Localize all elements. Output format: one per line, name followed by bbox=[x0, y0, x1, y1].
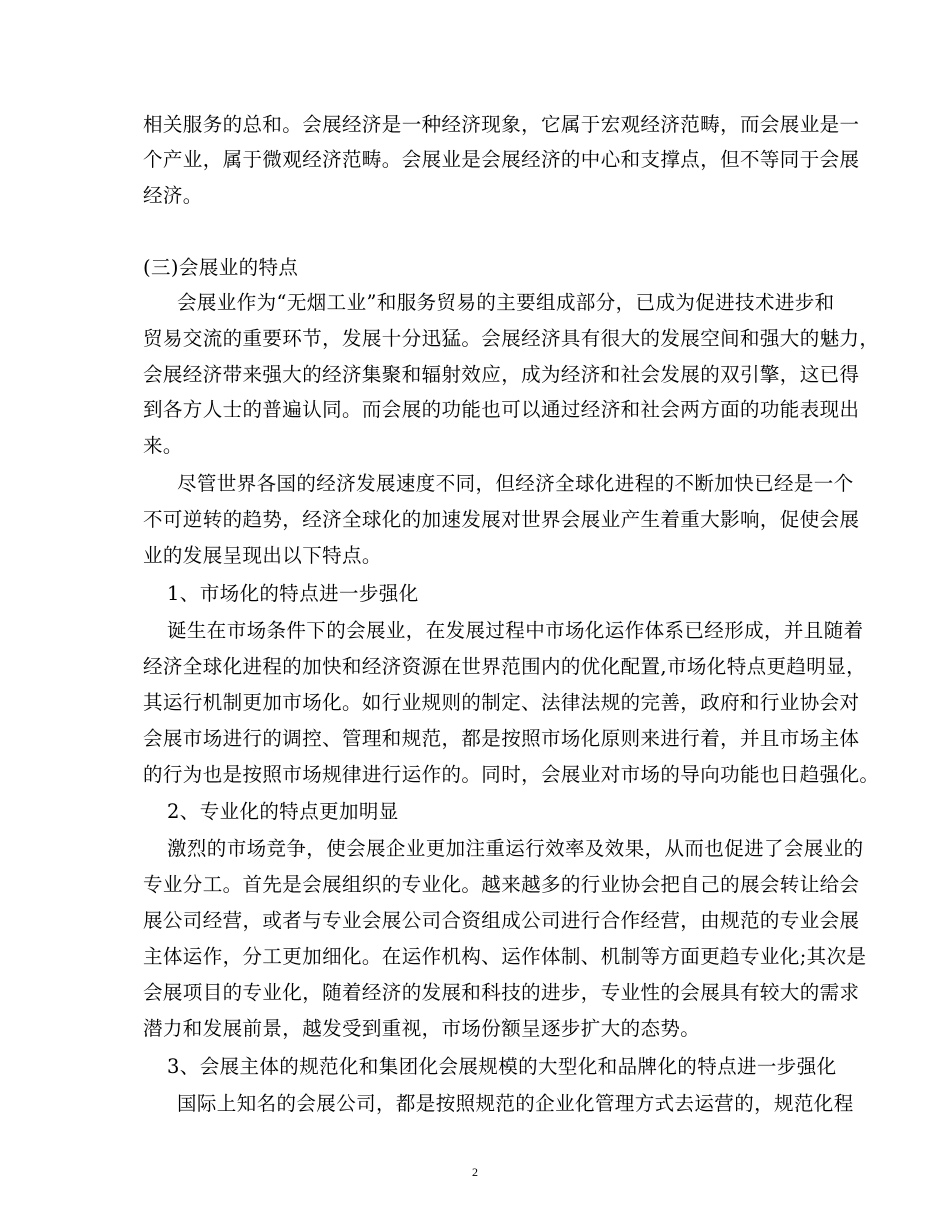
text-line-content: 贸易交流的重要环节，发展十分迅猛。会展经济具有很大的发展空间和强大的魅力， bbox=[143, 327, 880, 350]
text-line bbox=[143, 981, 860, 1005]
text-line-content: 来。 bbox=[143, 434, 183, 457]
text-line-content: (三)会展业的特点 bbox=[143, 256, 299, 279]
text-line-content: 会展项目的专业化，随着经济的发展和科技的进步，专业性的会展具有较大的需求 bbox=[143, 981, 860, 1004]
text-line bbox=[143, 434, 183, 458]
text-line-content: 经济。 bbox=[143, 184, 203, 207]
text-line bbox=[143, 544, 382, 568]
text-line bbox=[177, 291, 835, 315]
text-line-content: 会展市场进行的调控、管理和规范，都是按照市场化原则来进行着，并且市场主体 bbox=[143, 727, 860, 750]
text-line-content: 专业分工。首先是会展组织的专业化。越来越多的行业协会把自己的展会转让给会 bbox=[143, 873, 860, 896]
text-line-content: 展公司经营，或者与专业会展公司合资组成公司进行合作经营，由规范的专业会展 bbox=[143, 909, 860, 932]
text-line-content: 潜力和发展前景，越发受到重视，市场份额呈逐步扩大的态势。 bbox=[143, 1017, 701, 1040]
text-line bbox=[167, 619, 864, 643]
text-line bbox=[167, 837, 864, 861]
text-line bbox=[177, 1092, 854, 1116]
page-number: 2 bbox=[472, 1165, 478, 1179]
text-line-content: 业的发展呈现出以下特点。 bbox=[143, 544, 382, 567]
text-line-content: 相关服务的总和。会展经济是一种经济现象，它属于宏观经济范畴，而会展业是一 bbox=[143, 113, 860, 136]
text-line-content: 3、会展主体的规范化和集团化会展规模的大型化和品牌化的特点进一步强化 bbox=[167, 1055, 837, 1078]
text-line-content: 会展经济带来强大的经济集聚和辐射效应，成为经济和社会发展的双引擎，这已得 bbox=[143, 363, 860, 386]
text-line bbox=[143, 655, 866, 679]
text-line bbox=[143, 727, 860, 751]
text-line bbox=[143, 184, 203, 208]
text-line bbox=[143, 763, 880, 787]
text-line bbox=[143, 508, 860, 532]
text-line-content: 主体运作，分工更加细化。在运作机构、运作体制、机制等方面更趋专业化;其次是 bbox=[143, 945, 867, 968]
text-line-content: 其运行机制更加市场化。如行业规则的制定、法律法规的完善，政府和行业协会对 bbox=[143, 691, 860, 714]
text-line bbox=[177, 472, 854, 496]
text-line bbox=[143, 398, 860, 422]
text-line-content: 不可逆转的趋势，经济全球化的加速发展对世界会展业产生着重大影响，促使会展 bbox=[143, 508, 860, 531]
text-line bbox=[143, 148, 860, 172]
text-line bbox=[143, 691, 860, 715]
text-line-content: 会展业作为“无烟工业”和服务贸易的主要组成部分，已成为促进技术进步和 bbox=[177, 291, 835, 314]
text-line-content: 国际上知名的会展公司，都是按照规范的企业化管理方式去运营的，规范化程 bbox=[177, 1092, 854, 1115]
text-line bbox=[167, 800, 399, 824]
text-line-content: 2、专业化的特点更加明显 bbox=[167, 800, 399, 823]
text-line bbox=[143, 873, 860, 897]
text-line bbox=[143, 363, 860, 387]
text-line-content: 个产业，属于微观经济范畴。会展业是会展经济的中心和支撑点，但不等同于会展 bbox=[143, 148, 860, 171]
text-line bbox=[143, 1017, 700, 1041]
text-line-content: 1、市场化的特点进一步强化 bbox=[167, 582, 419, 605]
text-line bbox=[143, 256, 298, 280]
text-line bbox=[167, 1055, 837, 1079]
text-line bbox=[143, 945, 867, 969]
text-line bbox=[143, 327, 880, 351]
text-line-content: 尽管世界各国的经济发展速度不同，但经济全球化进程的不断加快已经是一个 bbox=[177, 472, 854, 495]
text-line bbox=[143, 113, 860, 137]
text-line-content: 的行为也是按照市场规律进行运作的。同时，会展业对市场的导向功能也日趋强化。 bbox=[143, 763, 880, 786]
text-line-content: 激烈的市场竞争，使会展企业更加注重运行效率及效果，从而也促进了会展业的 bbox=[167, 837, 864, 860]
text-line-content: 诞生在市场条件下的会展业，在发展过程中市场化运作体系已经形成，并且随着 bbox=[167, 619, 864, 642]
text-line bbox=[143, 909, 860, 933]
text-line-content: 经济全球化进程的加快和经济资源在世界范围内的优化配置,市场化特点更趋明显， bbox=[143, 655, 866, 678]
text-line-content: 到各方人士的普遍认同。而会展的功能也可以通过经济和社会两方面的功能表现出 bbox=[143, 398, 860, 421]
text-line bbox=[167, 582, 419, 606]
